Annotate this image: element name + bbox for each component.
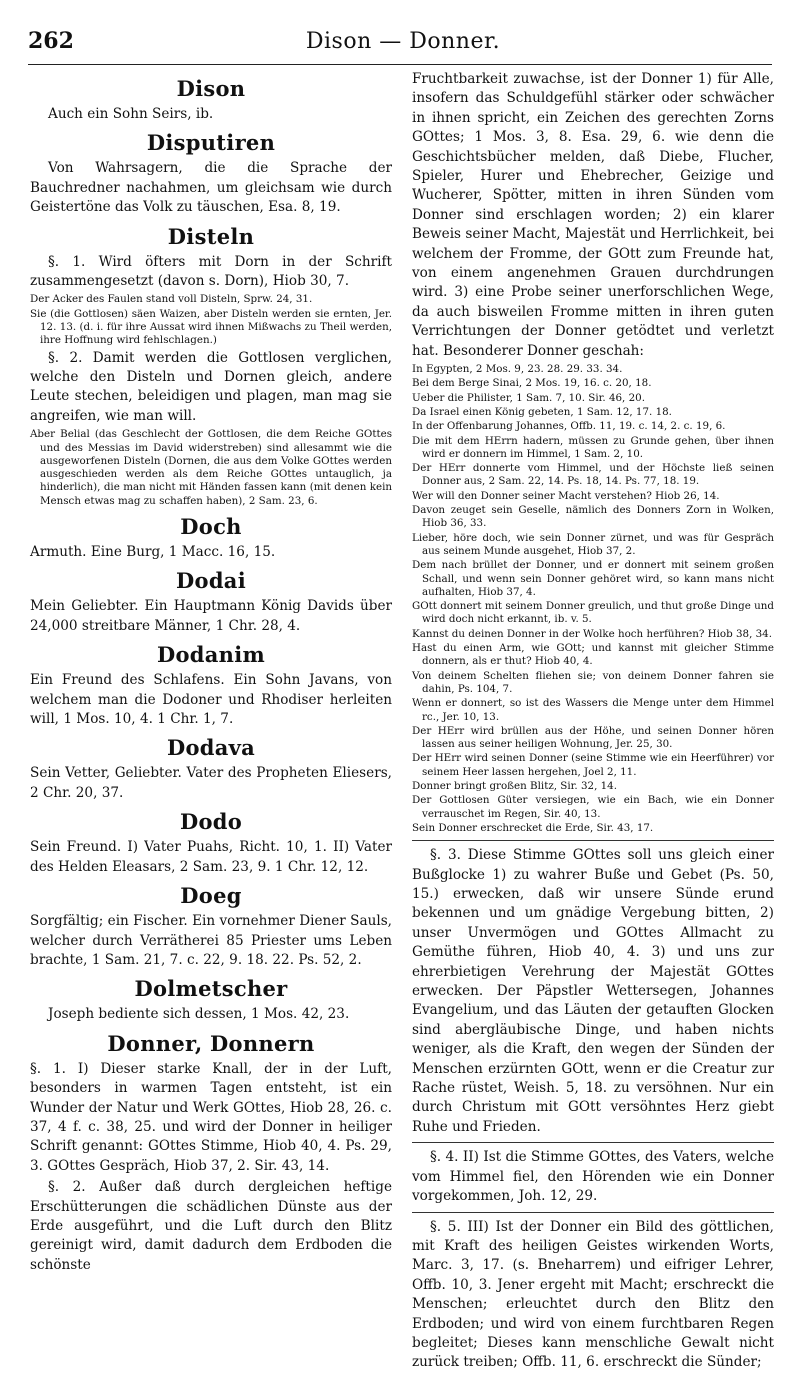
scripture-quote: Wer will den Donner seiner Macht verstehen? Hiob 26, 14. (412, 489, 720, 502)
entry-heading-dolmetscher: Dolmetscher (134, 976, 288, 1002)
entry-text-doeg: Sorgfältig; ein Fischer. Ein vornehmer Diener Sauls, welcher durch Verrätherei 85 Priester ums Leben brachte, 1 Sam. 21, 7. c. 22, 9. 18. 22. Ps. 52, 2. (30, 913, 392, 968)
scripture-reference-list (412, 363, 774, 835)
scripture-quote: GOtt donnert mit seinem Donner greulich, und thut große Dinge und wird doch nicht erkannt, ib. v. 5. (412, 600, 774, 626)
running-title: Dison — Donner. (305, 29, 501, 54)
scripture-quote: Von deinem Schelten fliehen sie; von deinem Donner fahren sie dahin, Ps. 104, 7. (412, 669, 774, 695)
scripture-quote: Ueber die Philister, 1 Sam. 7, 10. Sir. 46, 20. (412, 391, 645, 404)
entry-paragraph: §. 2. Außer daß durch dergleichen heftige Erschütterungen die schädlichen Dünste aus der Erde ausgeführt, und die Luft durch den Blitz gereinigt wird, damit dadurch dem Erdboden die schönste (30, 1179, 392, 1273)
scripture-quote: Kannst du deinen Donner in der Wolke hoch herführen? Hiob 38, 34. (412, 627, 772, 640)
entry-paragraph: §. 4. II) Ist die Stimme GOttes, des Vaters, welche vom Himmel fiel, den Hörenden wie ein Donner vorgekommen, Joh. 12, 29. (412, 1149, 774, 1205)
scripture-quote: Der Acker des Faulen stand voll Disteln, Sprw. 24, 31. (30, 293, 313, 306)
scripture-quote: Der Gottlosen Güter versiegen, wie ein Bach, wie ein Donner verrauschet im Regen, Sir. 40, 13. (412, 794, 774, 820)
entry-paragraph: §. 2. Damit werden die Gottlosen verglichen, welche den Disteln und Dornen gleich, andere Leute stechen, beleidigen und plagen, man mag sie angreifen, wie man will. (30, 349, 392, 424)
entry-heading-dodo: Dodo (179, 809, 243, 835)
entry-heading-donner: Donner, Donnern (107, 1030, 315, 1056)
entry-text-doch: Armuth. Eine Burg, 1 Macc. 16, 15. (30, 544, 276, 561)
scripture-quote: Dem nach brüllet der Donner, und er donnert mit seinem großen Schall, und wenn sein Donner gehöret wird, so kann mans nicht aufhalten, Hiob 37, 4. (412, 559, 774, 598)
entry-heading-dodai: Dodai (176, 568, 246, 594)
scripture-quote: Der HErr wird seinen Donner (seine Stimme wie ein Heerführer) vor seinem Heer lassen hergehen, Joel 2, 11. (412, 752, 774, 778)
scripture-quote: Wenn er donnert, so ist des Wassers die Menge unter dem Himmel rc., Jer. 10, 13. (412, 697, 774, 723)
scripture-quote: Aber Belial (das Geschlecht der Gottlosen, die dem Reiche GOttes und des Messias im David widerstreben) sind allesammt wie die ausgeworfenen Disteln (Dornen, die aus dem Volke GOttes werden ausgeschieden werden als dem Reiche GOttes untauglich, ja hinderlich), die man nicht mit Händen fassen kann (mit denen kein Mensch etwas mag zu schaffen haben), 2 Sam. 23, 6. (30, 428, 392, 507)
scripture-quote: Davon zeuget sein Gesellе, nämlich des Donners Zorn in Wolken, Hiob 36, 33. (412, 504, 774, 530)
section-divider (412, 1212, 774, 1213)
scripture-quote: Bei dem Berge Sinai, 2 Mos. 19, 16. c. 20, 18. (412, 377, 652, 390)
page-header (28, 28, 772, 62)
entry-heading-dodanim: Dodanim (156, 642, 266, 668)
entry-heading-dison: Dison (176, 76, 246, 101)
scripture-quote: Sein Donner erschrecket die Erde, Sir. 43, 17. (412, 821, 654, 834)
entry-paragraph: Fruchtbarkeit zuwachse, ist der Donner 1) für Alle, insofern das Schuldgefühl stärker oder schwächer in ihnen spricht, ein Zeichen des gerechten Zorns GOttes; 1 Mos. 3, 8. Esa. 29, 6. wie denn die Geschichtsbücher melden, daß Diebe, Flucher, Spieler, Hurer und Ehebrecher, Geizige und Wucherer, Spötter, mitten in ihren Sünden vom Donner sind erschlagen worden; 2) ein klarer Beweis seiner Macht, Majestät und Herrlichkeit, bei welchem der Fromme, der GOtt zum Freunde hat, von einem angenehmen Grauen durchdrungen wird. 3) eine Probe seiner unerforschlichen Wege, da auch bisweilen Fromme mitten in ihren guten Verrichtungen der Donner getödtet und verletzt hat. Besonderer Donner geschah: (412, 71, 774, 359)
entry-heading-disteln: Disteln (167, 223, 255, 249)
entry-heading-disputiren: Disputiren (146, 130, 276, 156)
scripture-quote: Da Israel einen König gebeten, 1 Sam. 12, 17. 18. (412, 405, 672, 418)
right-column (412, 70, 774, 1371)
section-divider (412, 1142, 774, 1143)
scripture-quote: Der HErr donnerte vom Himmel, und der Höchste ließ seinen Donner aus, 2 Sam. 22, 14. Ps. 18, 14. Ps. 77, 18. 19. (412, 462, 774, 488)
page-number: 262 (28, 28, 74, 54)
scripture-quote: Lieber, höre doch, wie sein Donner zürnet, und was für Gespräch aus seinem Munde ausgehet, Hiob 37, 2. (412, 531, 774, 557)
header-rule (28, 64, 772, 65)
entry-text-dodanim: Ein Freund des Schlafens. Ein Sohn Javans, von welchem man die Dodoner und Rhodiser herleiten will, 1 Mos. 10, 4. 1 Chr. 1, 7. (30, 672, 392, 728)
entry-paragraph: §. 1. Wird öfters mit Dorn in der Schrift zusammengesetzt (davon s. Dorn), Hiob 30, 7. (30, 253, 392, 290)
entry-heading-doeg: Doeg (180, 883, 242, 909)
text-columns (30, 70, 776, 1371)
entry-heading-dodava: Dodava (166, 735, 256, 761)
entry-heading-doch: Doch (180, 514, 242, 540)
entry-paragraph: §. 1. I) Dieser starke Knall, der in der Luft, besonders in warmen Tagen entsteht, ist ein Wunder der Natur und Werk GOttes, Hiob 28, 26. c. 37, 4 f. c. 38, 25. und wird der Donner in heiliger Schrift genannt: GOttes Stimme, Hiob 40, 4. Ps. 29, 3. GOttes Gespräch, Hiob 37, 2. Sir. 43, 14. (30, 1060, 392, 1174)
entry-text-dolmetscher: Joseph bediente sich dessen, 1 Mos. 42, 23. (48, 1006, 350, 1023)
scripture-quote: Der HErr wird brüllen aus der Höhe, und seinen Donner hören lassen aus seiner heiligen Wohnung, Jer. 25, 30. (412, 724, 774, 751)
entry-paragraph: §. 3. Diese Stimme GOttes soll uns gleich einer Bußglocke 1) zu wahrer Buße und Gebet (Ps. 50, 15.) erwecken, daß wir unsere Sünde erund bekennen und um gnädige Vergebung bitten, 2) unser Unvermögen und GOttes Allmacht zu Gemüthe führen, Hiob 40, 4. 3) und uns zur ehrerbietigen Verehrung der Majestät GOttes erwecken. Der Päpstler Wettersegen, Johannes Evangelium, und das Läuten der getauften Glocken sind abergläubische Dinge, und haben nichts weniger, als die Kraft, den wegen der Sünden der Menschen erzürnten GOtt, wenn er die Creatur zur Rache rüstet, Weish. 5, 18. zu versöhnen. Nur ein durch Christum mit GOtt versöhntes Herz giebt Ruhe und Frieden. (412, 847, 774, 1135)
entry-paragraph: §. 5. III) Ist der Donner ein Bild des göttlichen, mit Kraft des heiligen Geistes wirkenden Worts, Marc. 3, 17. (s. Bneharгem) und eifriger Lehrer, Offb. 10, 3. Jener ergeht mit Macht; erschreckt die Menschen; erleuchtet durch den Blitz den Erdboden; und wird von einem furchtbaren Regen begleitet; Dieses kann menschliche Gewalt nicht zurück treiben; Offb. 11, 6. erschreckt die Sünder; (412, 1218, 774, 1371)
entry-text-disputiren: Von Wahrsagern, die die Sprache der Bauchredner nachahmen, um gleichsam wie durch Geistertöne das Volk zu täuschen, Esa. 8, 19. (30, 160, 392, 216)
section-divider (412, 840, 774, 841)
scripture-quote: In der Offenbarung Johannes, Offb. 11, 19. c. 14, 2. c. 19, 6. (412, 420, 726, 433)
scripture-quote: Donner bringt großen Blitz, Sir. 32, 14. (412, 780, 618, 792)
scripture-quote: Hast du einen Arm, wie GOtt; und kannst mit gleicher Stimme donnern, als er thut? Hiob 40, 4. (412, 642, 774, 668)
entry-text-dodai: Mein Geliebter. Ein Hauptmann König Davids über 24,000 streitbare Männer, 1 Chr. 28, 4. (30, 598, 392, 634)
entry-text-dison: Auch ein Sohn Seirs, ib. (48, 106, 214, 122)
entry-text-dodo: Sein Freund. I) Vater Puahs, Richt. 10, 1. II) Vater des Helden Eleasars, 2 Sam. 23, 9. 1 Chr. 12, 12. (30, 839, 392, 875)
left-column (30, 70, 392, 1288)
scripture-quote: In Egypten, 2 Mos. 9, 23. 28. 29. 33. 34. (412, 363, 623, 376)
scripture-quote: Die mit dem HErrn hadern, müssen zu Grunde gehen, über ihnen wird er donnern im Himmel, 1 Sam. 2, 10. (412, 434, 774, 460)
entry-text-dodava: Sein Vetter, Geliebter. Vater des Propheten Eliesers, 2 Chr. 20, 37. (30, 765, 392, 801)
scripture-quote: Sie (die Gottlosen) säen Waizen, aber Disteln werden sie ernten, Jer. 12. 13. (d. i. für ihre Aussat wird ihnen Mißwachs zu Theil werden, ihre Hoffnung wird fehlschlagen.) (30, 307, 392, 347)
